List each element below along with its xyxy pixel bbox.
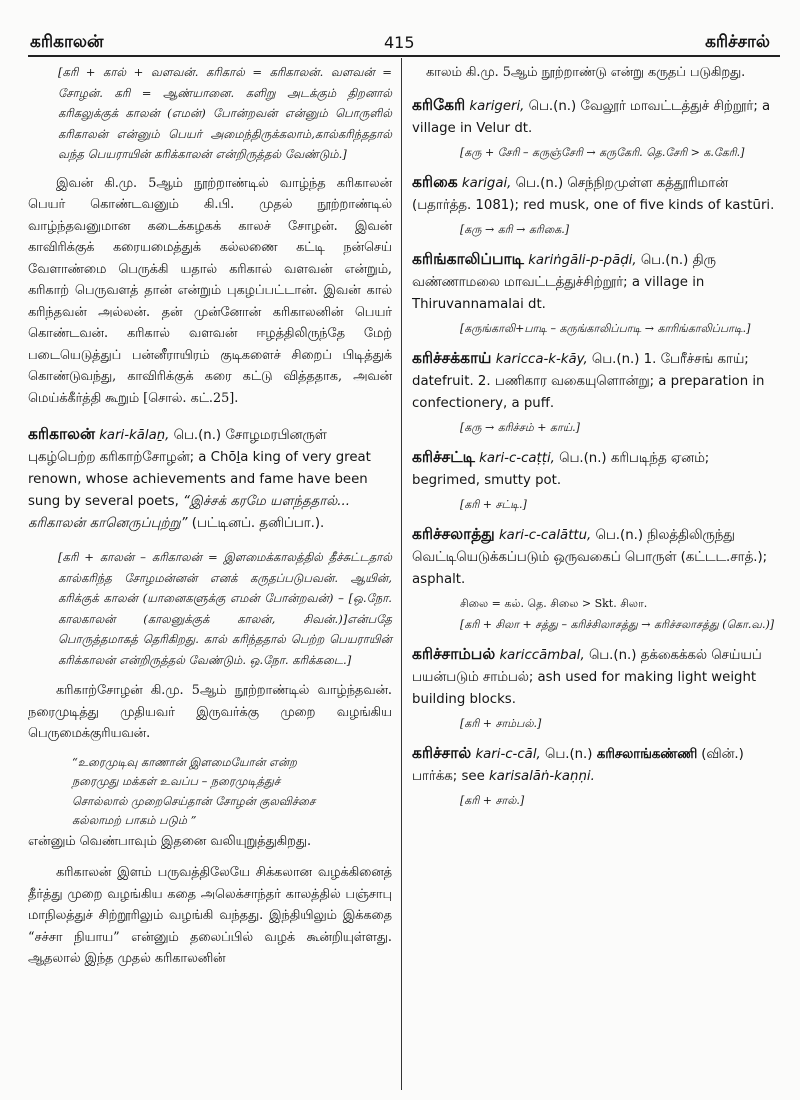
page-header <box>0 0 800 60</box>
entry-quote: “இச்சக் கரமே யளந்ததால்... கரிகாலன் கானெருப்புற்று” <box>28 494 350 531</box>
verse-line: நரைமுது மக்கள் உவப்ப – நரைமுடித்துச் <box>72 774 281 788</box>
left-column <box>28 62 392 970</box>
dictionary-entry <box>412 643 776 711</box>
etymology-note: சிலை = கல். தெ. சிலை > Skt. சிலா. <box>460 596 648 610</box>
entry-definition: செந்நிறமுள்ள கத்தூரிமான் (பதார்த்த. 1081); red musk, one of five kinds of kastūri. <box>412 175 775 213</box>
etymology-note: [கருங்காலி+பாடி – கருங்காலிப்பாடி → காரிங்காலிப்பாடி.] <box>460 321 751 335</box>
dictionary-entry <box>28 423 392 535</box>
dictionary-entry <box>412 742 776 788</box>
dictionary-entry <box>412 248 776 316</box>
etymology-note: [கரி + சால்.] <box>460 793 525 807</box>
entry-headword: கரிச்சக்காய் <box>412 348 492 367</box>
entry-pos: பெ.(n.) <box>515 175 564 191</box>
etymology-note: [கரு → கரிச்சம் + காய்.] <box>460 420 580 434</box>
etymology-note: [கரி + சாம்பல்.] <box>460 716 542 730</box>
etymology-note: [கரு + சேரி – கருஞ்சேரி → கருகேரி. தெ.சேரி > க.கேரி.] <box>460 145 745 159</box>
entry-headword: கரிங்காலிப்பாடி <box>412 249 524 268</box>
entry-cross-reference-translit: karisalāṅ-kaṇṇi. <box>489 768 595 784</box>
entry-pos: பெ.(n.) <box>173 428 222 443</box>
header-right-guide-word: கரிச்சால் <box>705 32 770 52</box>
verse-line: “உரைமுடிவு காணான் இளமையோன் என்ற <box>72 754 297 769</box>
etymology-note: [கரி + காலன் – கரிகாலன் = இளமைக்காலத்தில் தீச்சுட்டதால் கால்கரிந்த சோழமன்னன் எனக் கருதப்படுபவன். ஆயின், கரிக்குக் காலன் (யானைகளுக்கு எமன் போன்றவன்) – [ஒ.நோ. காலகாலன் (காலனுக்குக் காலன், சிவன்.)]என்பதே பொருத்தமாகத் தெரிகிறது. கால் கரிந்ததால் பெற்ற பெயராயின் கரிக்காலன் என்றிருத்தல் வேண்டும். ஒ.நோ. கரிக்கடை.] <box>58 550 392 667</box>
etymology-note: [கரி + கால் + வளவன். கரிகால் = கரிகாலன். வளவன் = சோழன். கரி = ஆண்யானை. களிறு அடக்கும் திறனால் கரிகலுக்குக் காலன் (எமன்) போன்றவன் என்னும் பொருளில் கரிகாலன் என்னும் பெயர் அமைந்திருக்கலாம்,கால்கரிந்ததால் வந்த பெயராயின் கரிக்காலன் என்றிருத்தல் வேண்டும்.] <box>58 65 392 161</box>
body-paragraph: இவன் கி.மு. 5ஆம் நூற்றாண்டில் வாழ்ந்த கரிகாலன் பெயர் கொண்டவனும் கி.பி. முதல் நூற்றாண்டில் வாழ்ந்தவனுமான கடைக்கழகக் காலச் சோழன். இவன் காவிரிக்குக் கரையமைத்துக் கல்லணை கட்டி நன்செய் வேளாண்மை பெருக்கி யதால் கரிகால் வளவன் என்றும், கரிகாற் பெருவளத் தான் என்றும் புகழப்பட்டான். இவன் கால் கரிந்தவன் அல்லன். தன் முன்னோன் கரிகாலனின் பெயர் கொண்டவன். கரிகால் வளவன் ஈழத்திலிருந்தே மேற் படையெடுத்துப் பன்னீராயிரம் குடிகளைச் சிறைப் பிடித்துக் கொண்டுவந்து, காவிரிக்குக் கரை கட்டு வித்ததாக, அவன் மெய்க்கீர்த்தி கூறும் [சொல். கட்.25]. <box>28 175 392 406</box>
entry-transliteration: kari-c-calāttu, <box>498 527 592 543</box>
verse-quote <box>28 753 392 831</box>
entry-headword: கரிச்சலாத்து <box>412 524 495 543</box>
entry-headword: கரிச்சாம்பல் <box>412 644 496 663</box>
entry-pos: பெ.(n.) <box>544 746 593 762</box>
entry-pos: பெ.(n.) <box>591 351 640 367</box>
entry-headword: கரிகாலன் <box>28 425 95 443</box>
dictionary-entry <box>412 94 776 140</box>
entry-transliteration: karicca-k-kāy, <box>495 351 588 367</box>
entry-definition: நிலத்திலிருந்து வெட்டியெடுக்கப்படும் ஒருவகைப் பொருள் (கட்டட.சாத்.); asphalt. <box>412 527 768 587</box>
entry-pos: பெ.(n.) <box>588 647 637 663</box>
entry-transliteration: karigai, <box>461 175 512 191</box>
column-divider <box>401 58 402 1090</box>
etymology-note: [கரி + சட்டி.] <box>460 497 527 511</box>
header-left-guide-word: கரிகாலன் <box>30 32 104 52</box>
dictionary-entry <box>412 446 776 492</box>
entry-headword: கரிகை <box>412 172 458 191</box>
entry-definition: சோழமரபினருள் புகழ்பெற்ற கரிகாற்சோழன்; a Chōḻa king of very great renown, whose achievements and fame have been sung by several poets, <box>28 428 371 509</box>
entry-transliteration: kari-c-cāl, <box>475 746 541 762</box>
entry-definition: திரு வண்ணாமலை மாவட்டத்துச்சிற்றூர்; a village in Thiruvannamalai dt. <box>412 252 716 312</box>
entry-definition: (வின்.) பார்க்க; see <box>412 746 744 784</box>
entry-transliteration: kari-kālaṉ, <box>99 428 170 443</box>
body-paragraph: கரிகாலன் இளம் பருவத்திலேயே சிக்கலான வழக்கினைத் தீர்த்து முறை வழங்கிய கதை அலெக்சாந்தர் காலத்தில் பஞ்சாபு மாநிலத்துச் சிற்றூரிலும் வழங்கி வந்தது. இந்தியிலும் இக்கதை “சச்சா நியாய” என்னும் தலைப்பில் வழக் கூன்றியுள்ளது. ஆதலால் இந்த முதல் கரிகாலனின் <box>28 865 392 966</box>
dictionary-entry <box>412 347 776 415</box>
entry-pos: பெ.(n.) <box>640 252 689 268</box>
entry-pos: பெ.(n.) <box>528 98 577 114</box>
dictionary-entry <box>412 171 776 217</box>
verse-line: கல்லாமற் பாகம் படும் ” <box>72 813 197 827</box>
verse-line: சொல்லால் முறைசெய்தான் சோழன் குலவிச்சை <box>72 793 316 808</box>
entry-definition: கரிபடிந்த ஏனம்; begrimed, smutty pot. <box>412 450 710 488</box>
entry-definition: 1. பேரீச்சங் காய்; datefruit. 2. பணிகார வகையுளொன்று; a preparation in confectionery, a puff. <box>412 351 765 411</box>
entry-headword: கரிச்சால் <box>412 743 472 762</box>
entry-source: (பட்டினப். தனிப்பா.). <box>191 516 325 531</box>
entry-headword: கரிகேரி <box>412 95 466 114</box>
etymology-note: [கரு → கரி → கரிகை.] <box>460 222 570 236</box>
entry-pos: பெ.(n.) <box>559 450 607 466</box>
right-column <box>412 62 776 809</box>
dictionary-entry <box>412 523 776 591</box>
body-paragraph: என்னும் வெண்பாவும் இதனை வலியுறுத்துகிறது. <box>28 833 312 849</box>
entry-pos: பெ.(n.) <box>595 527 644 543</box>
entry-transliteration: kari-c-caṭṭi, <box>479 450 555 466</box>
entry-headword: கரிச்சட்டி <box>412 447 475 466</box>
entry-transliteration: kariṅgāli-p-pāḍi, <box>528 252 637 268</box>
entry-cross-reference: கரிசலாங்கண்ணி <box>596 746 697 762</box>
entry-transliteration: kariccāmbal, <box>499 647 585 663</box>
entry-definition: வேலூர் மாவட்டத்துச் சிற்றூர்; a village in Velur dt. <box>412 98 771 136</box>
entry-transliteration: karigeri, <box>469 98 525 114</box>
page-number: 415 <box>384 33 415 52</box>
body-paragraph: காலம் கி.மு. 5ஆம் நூற்றாண்டு என்று கருதப் படுகிறது. <box>426 65 746 80</box>
body-paragraph: கரிகாற்சோழன் கி.மு. 5ஆம் நூற்றாண்டில் வாழ்ந்தவன். நரைமுடித்து முதியவர் இருவர்க்கு முறை வழங்கிய பெருமைக்குரியவன். <box>28 683 392 741</box>
header-rule <box>28 55 780 57</box>
etymology-note: [கரி + சிலா + சத்து – கரிச்சிலாசத்து → கரிச்சலாசத்து (கொ.வ.)] <box>460 617 775 631</box>
entry-definition: தக்கைக்கல் செய்யப் பயன்படும் சாம்பல்; ash used for making light weight building blocks. <box>412 647 762 707</box>
